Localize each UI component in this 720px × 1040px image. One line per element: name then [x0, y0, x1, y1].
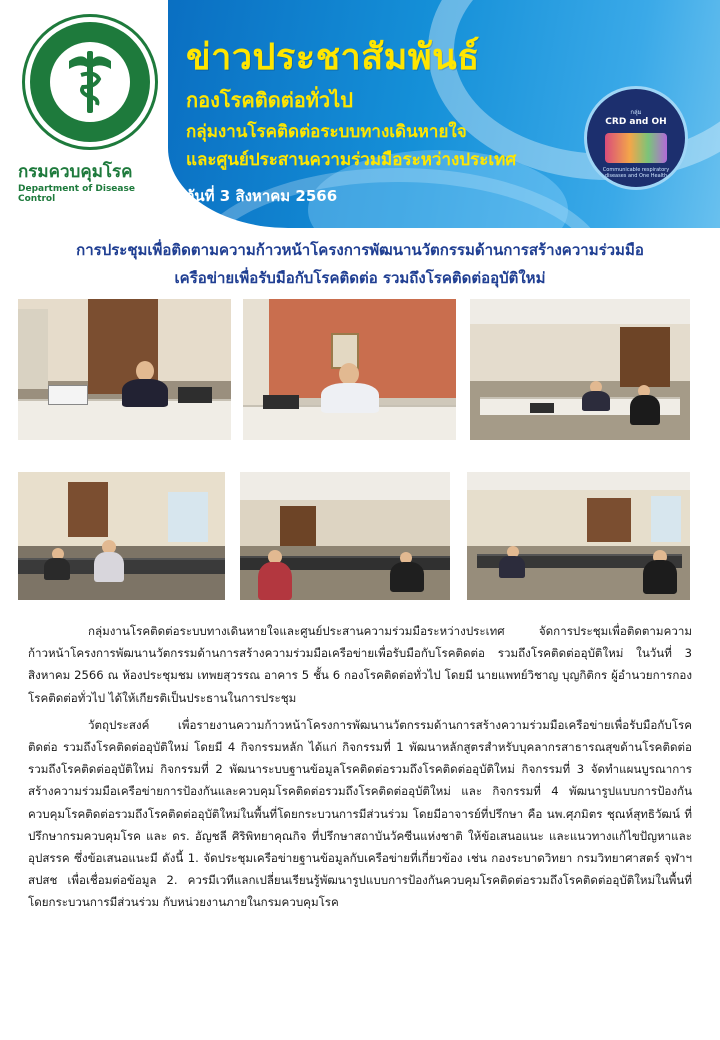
group-name-line-1: กลุ่มงานโรคติดต่อระบบทางเดินหายใจ [186, 122, 467, 142]
photo-meeting-room-1 [470, 299, 690, 440]
news-date: วันที่ 3 สิงหาคม 2566 [186, 187, 338, 205]
department-logo-thai: กรมควบคุมโรค [18, 162, 133, 182]
seal-ring-text [25, 17, 155, 147]
headline-line-2: เครือข่ายเพื่อรับมือกับโรคติดต่อ รวมถึงโรคติดต่ออุบัติใหม่ [174, 269, 546, 287]
crd-oh-badge-icon [584, 86, 688, 190]
group-name-line-2: และศูนย์ประสานความร่วมมือระหว่างประเทศ [186, 150, 517, 170]
badge-name: CRD and OH [605, 117, 667, 127]
page-title: ข่าวประชาสัมพันธ์ [186, 37, 480, 78]
badge-footer-text: Communicable respiratory diseases and One Health [602, 167, 670, 179]
headline-line-1: การประชุมเพื่อติดตามความก้าวหน้าโครงการพัฒนานวัตกรรมด้านการสร้างความร่วมมือ [76, 241, 644, 259]
badge-illustration [605, 133, 667, 163]
article-body [28, 620, 692, 919]
photo-meeting-room-2 [18, 472, 225, 600]
header-banner [0, 0, 720, 228]
department-name: กองโรคติดต่อทั่วไป [186, 88, 353, 112]
article-paragraph-1: กลุ่มงานโรคติดต่อระบบทางเดินหายใจและศูนย์ประสานความร่วมมือระหว่างประเทศ จัดการประชุมเพื่อติดตามความก้าวหน้าโครงการพัฒนานวัตกรรมด้านการสร้างความร่วมมือเครือข่ายเพื่อรับมือกับโรคติดต่อ รวมถึงโรคติดต่ออุบัติใหม่ ในวันที่ 3 สิงหาคม 2566 ณ ห้องประชุมชม เทพยสุวรรณ อาคาร 5 ชั้น 6 กองโรคติดต่อทั่วไป โดยมี นายแพทย์วิชาญ บุญกิติกร ผู้อำนวยการกองโรคติดต่อทั่วไป ได้ให้เกียรติเป็นประธานในการประชุม [28, 624, 692, 705]
photo-meeting-room-4 [467, 472, 690, 600]
photo-director-speaking [243, 299, 456, 440]
department-logo-english: Department of Disease Control [18, 184, 135, 204]
article-paragraph-2: วัตถุประสงค์ เพื่อรายงานความก้าวหน้าโครงการพัฒนานวัตกรรมด้านการสร้างความร่วมมือเครือข่ายเพื่อรับมือกับโรคติดต่อ รวมถึงโรคติดต่ออุบัติใหม่ โดยมี 4 กิจกรรมหลัก ได้แก่ กิจกรรมที่ 1 พัฒนาหลักสูตรสำหรับบุคลากรสาธารณสุขด้านโรคติดต่อรวมถึงโรคติดต่ออุบัติใหม่ กิจกรรมที่ 2 พัฒนาระบบฐานข้อมูลโรคติดต่อรวมถึงโรคติดต่ออุบัติใหม่ กิจกรรมที่ 3 จัดทำแผนบูรณาการสร้างความร่วมมือเครือข่ายการป้องกันและควบคุมโรคติดต่อรวมถึงโรคติดต่ออุบัติใหม่ และ กิจกรรมที่ 4 พัฒนารูปแบบการป้องกันควบคุมโรคติดต่อรวมถึงโรคติดต่ออุบัติใหม่ในพื้นที่โดยกระบวนการมีส่วนร่วม โดยมีอาจารย์ที่ปรึกษา คือ นพ.ศุภมิตร ชุณห์สุทธิวัฒน์ ที่ปรึกษากรมควบคุมโรค และ ดร. อัญชลี ศิริพิทยาคุณกิจ ที่ปรึกษาสถาบันวัคซีนแห่งชาติ ให้ข้อเสนอแนะ และแนวทางแก้ไขปัญหาและอุปสรรค ซึ่งข้อเสนอแนะมี ดังนี้ 1. จัดประชุมเครือข่ายฐานข้อมูลกับเครือข่ายที่เกี่ยวข้อง เช่น กองระบาดวิทยา กรมวิทยาศาสตร์ จุฬาฯ สปสช เพื่อเชื่อมต่อข้อมูล 2. ควรมีเวทีแลกเปลี่ยนเรียนรู้พัฒนารูปแบบการป้องกันควบคุมโรคติดต่อรวมถึงโรคติดต่ออุบัติใหม่ในพื้นที่โดยกระบวนการมีส่วนร่วม กับหน่วยงานภายในกรมควบคุมโรค [28, 717, 692, 910]
headline [24, 236, 696, 292]
ministry-of-public-health-seal-icon [22, 14, 158, 150]
photo-chair-speaking [18, 299, 231, 440]
badge-top-text: กลุ่ม [630, 109, 642, 116]
photo-meeting-room-3 [240, 472, 450, 600]
